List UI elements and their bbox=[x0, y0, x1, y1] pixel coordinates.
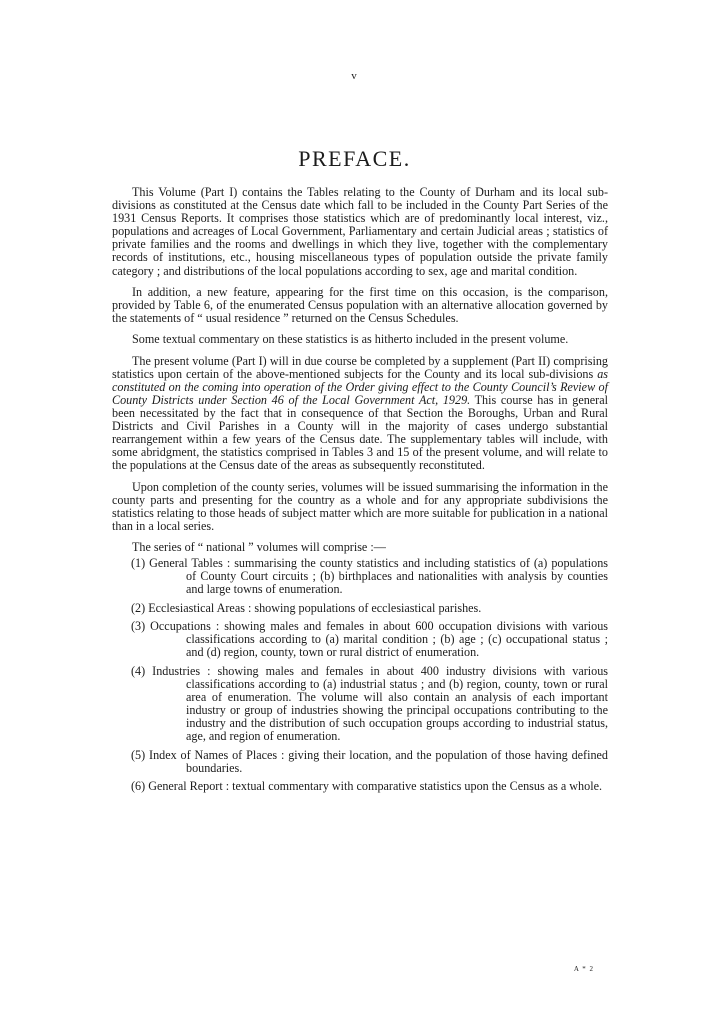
preface-body bbox=[112, 186, 608, 799]
list-item: (6) General Report : textual commentary with comparative statistics upon the Census as a whole. bbox=[131, 779, 602, 794]
paragraph-commentary: Some textual commentary on these statistics is as hitherto included in the present volume. bbox=[132, 332, 569, 347]
list-item: (4) Industries : showing males and females in about 400 industry divisions with various classifications according to (a) industrial status ; and (b) region, county, town or rural area of enumeration. The volume will also contain an analysis of each important industry or group of industries showing the principal occupations contributing to the industry and the distribution of such occupation groups according to industrial status, age, and region of enumeration. bbox=[131, 663, 608, 744]
paragraph-supplement-italic: as constituted on the coming into operation of the Order giving effect to the County Council’s Review of County Districts under Section 46 of the Local Government Act, 1929. bbox=[112, 366, 608, 407]
page-number: v bbox=[351, 70, 358, 82]
paragraph-volume-contents: This Volume (Part I) contains the Tables relating to the County of Durham and its local sub-divisions as constituted at the Census date which fall to be included in the County Part Series of the 1931 Census Reports. It comprises those statistics which are of predominantly local interest, viz., populations and acreages of Local Government, Parliamentary and certain Judicial areas ; statistics of private families and the rooms and dwellings in which they live, together with the complementary records of institutions, etc., housing miscellaneous types of population outside the private family category ; and distributions of the local populations according to sex, age and marital condition. bbox=[112, 185, 608, 278]
page-title: PREFACE. bbox=[298, 146, 411, 171]
list-item: (3) Occupations : showing males and females in about 600 occupation divisions with various classifications according to (a) marital condition ; (b) age ; (c) occupational status ; and (d) region, county, town or rural district of enumeration. bbox=[131, 619, 608, 660]
printer-signature-mark: A * 2 bbox=[573, 965, 594, 973]
paragraph-supplement bbox=[112, 355, 608, 473]
paragraph-supplement-end: This course has in general been necessitated by the fact that in consequence of that Section the Boroughs, Urban and Rural Districts and Civil Parishes in a County will in the majority of cases undergo substantial rearrangement within a few years of the Census date. The supplementary tables will include, with some abridgment, the statistics comprised in Tables 3 and 15 of the present volume, and will relate to the populations at the Census date of the areas as subsequently reconstituted. bbox=[112, 392, 608, 473]
list-item: (1) General Tables : summarising the county statistics and including statistics of (a) populations of County Court circuits ; (b) birthplaces and nationalities with analysis by counties and large towns of enumeration. bbox=[131, 556, 608, 597]
list-item: (5) Index of Names of Places : giving their location, and the population of those having defined boundaries. bbox=[131, 747, 608, 775]
paragraph-new-feature: In addition, a new feature, appearing for the first time on this occasion, is the comparison, provided by Table 6, of the enumerated Census population with an alternative allocation governed by the statements of “ usual residence ” returned on the Census Schedules. bbox=[112, 284, 608, 326]
paragraph-supplement-start: The present volume (Part I) will in due course be completed by a supplement (Part II) comprising statistics upon certain of the above-mentioned subjects for the County and its local sub-divisions bbox=[112, 353, 608, 381]
paragraph-national-volumes: Upon completion of the county series, volumes will be issued summarising the information in the county parts and presenting for the country as a whole and for any appropriate subdivisions the statistics relating to those heads of subject matter which are more suitable for publication in a national than in a local series. bbox=[112, 479, 608, 533]
paragraph-series-intro: The series of “ national ” volumes will comprise :— bbox=[132, 540, 386, 555]
list-item: (2) Ecclesiastical Areas : showing populations of ecclesiastical parishes. bbox=[131, 600, 482, 615]
national-volumes-list bbox=[112, 557, 608, 793]
